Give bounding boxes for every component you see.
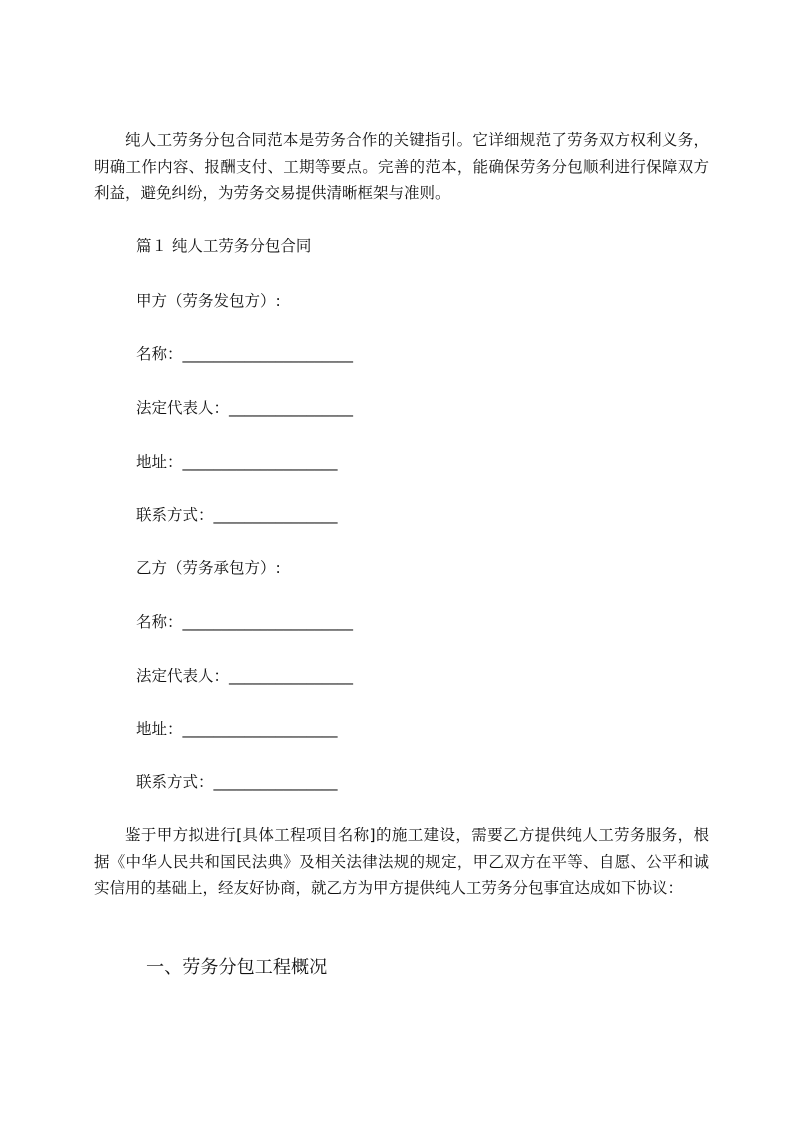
party-b-contact-field: 联系方式：________________ (136, 773, 338, 791)
party-b-representative-field: 法定代表人：________________ (136, 667, 354, 685)
party-b-name-field: 名称：______________________ (136, 613, 354, 631)
party-a-address-field: 地址：____________________ (136, 453, 338, 471)
clause-1-heading: 一、劳务分包工程概况 (146, 957, 328, 978)
preamble-paragraph: 鉴于甲方拟进行[具体工程项目名称]的施工建设，需要乙方提供纯人工劳务服务，根据《中华人民共和国民法典》及相关法律法规的规定，甲乙双方在平等、自愿、公平和诚实信用的基础上，经友好协商，就乙方为甲方提供纯人工劳务分包事宜达成如下协议： (94, 826, 709, 897)
intro-paragraph: 纯人工劳务分包合同范本是劳务合作的关键指引。它详细规范了劳务双方权利义务，明确工作内容、报酬支付、工期等要点。完善的范本，能确保劳务分包顺利进行保障双方利益，避免纠纷，为劳务交易提供清晰框架与准则。 (94, 131, 709, 202)
party-a-representative-field: 法定代表人：________________ (136, 399, 354, 417)
party-a-contact-field: 联系方式：________________ (136, 506, 338, 524)
party-a-name-field: 名称：______________________ (136, 345, 354, 363)
section-title: 篇１ 纯人工劳务分包合同 (136, 237, 312, 255)
party-a-title: 甲方（劳务发包方）: (136, 292, 281, 310)
party-b-title: 乙方（劳务承包方）: (136, 559, 281, 577)
party-b-address-field: 地址：____________________ (136, 720, 338, 738)
